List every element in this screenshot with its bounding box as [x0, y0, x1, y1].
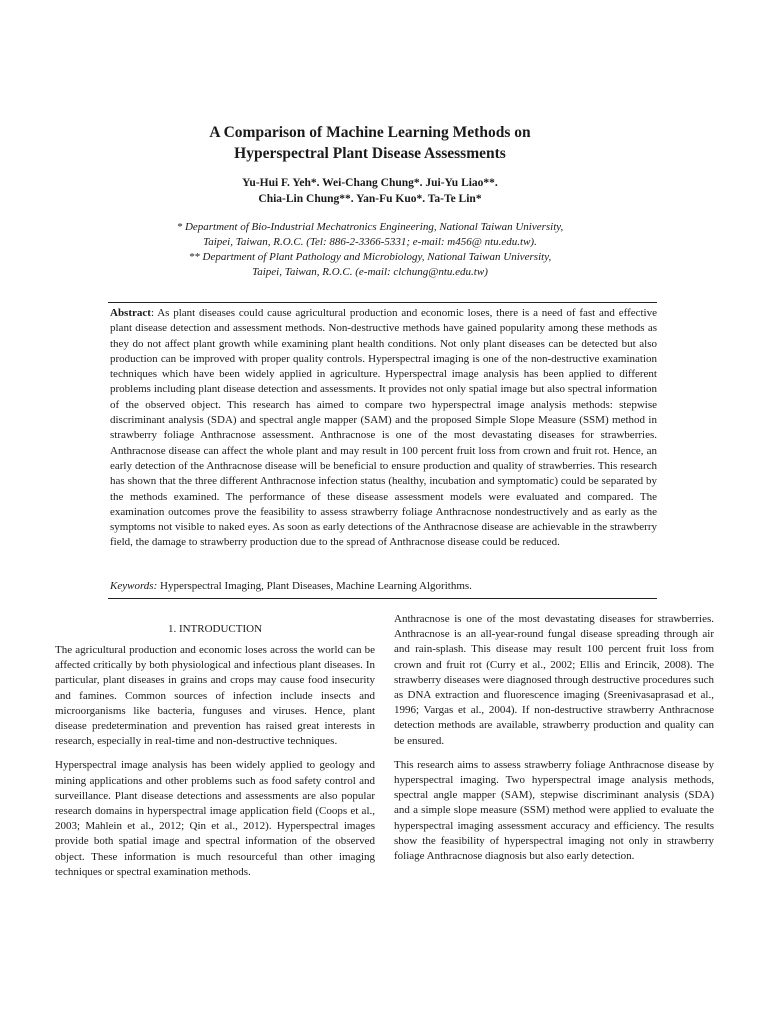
affiliation-line-3: ** Department of Plant Pathology and Microbiology, National Taiwan University, — [188, 251, 552, 263]
keywords-block — [110, 579, 657, 594]
intro-paragraph-3: Anthracnose is one of the most devastating diseases for strawberries. Anthracnose is an all-year-round fungal disease spreading through air and rain-splash. This disease may result 100 percent fruit loss from crown and fruit rot (Curry et al., 2002; Ellis and Erincik, 2008). The strawberry diseases were diagnosed through destructive procedures such as DNA extraction and fluorescence imaging (Sreenivasaprasad et al., 1996; Vargas et al., 2004). If non-destructive strawberry Anthracnose detection methods are available, strawberry production and quality can be ensured. — [394, 613, 714, 747]
authors-line-1: Yu-Hui F. Yeh*. Wei-Chang Chung*. Jui-Yu Liao**. — [242, 177, 498, 189]
authors-line-2: Chia-Lin Chung**. Yan-Fu Kuo*. Ta-Te Lin* — [258, 193, 482, 205]
keywords-text: Hyperspectral Imaging, Plant Diseases, Machine Learning Algorithms. — [157, 580, 472, 592]
abstract-top-rule — [108, 302, 657, 303]
intro-paragraph-2: Hyperspectral image analysis has been widely applied to geology and mining applications and other problems such as food safety control and surveillance. Plant disease detections and assessments are also popular research domains in hyperspectral image application field (Coops et al., 2003; Mahlein et al., 2012; Qin et al., 2012). Hyperspectral images provide both spatial image and spectral information of the observed object. These information is much resourceful than other imaging techniques or spectral examination methods. — [55, 759, 375, 878]
keywords-label: Keywords: — [110, 580, 158, 592]
paper-title-line-1: A Comparison of Machine Learning Methods on — [209, 124, 531, 141]
intro-paragraph-4: This research aims to assess strawberry foliage Anthracnose disease by hyperspectral imaging. Two hyperspectral image analysis methods, spectral angle mapper (SAM), stepwise discriminant analysis (SDA) and a simple slope measure (SSM) method were applied to evaluate the hyperspectral imaging assessment accuracy and efficiency. The results show the feasibility of hyperspectral imaging not only in strawberry foliage Anthracnose diagnosis but also early detection. — [394, 758, 714, 863]
abstract-label: Abstract — [110, 307, 151, 319]
affiliation-line-2: Taipei, Taiwan, R.O.C. (Tel: 886-2-3366-5331; e-mail: m456@ ntu.edu.tw). — [203, 236, 537, 248]
abstract-bottom-rule — [108, 598, 657, 599]
abstract-text: : As plant diseases could cause agricultural production and economic loses, there is a need of fast and effective plant disease detection and assessment methods. Non-destructive methods have gained popularity among these methods as they do not affect plant growth while examining plant health conditions. Not only plant diseases can be detected but also production can be improved with proper quality controls. Hyperspectral imaging is one of the non-destructive examination techniques which have been widely applied in agriculture. Hyperspectral image analysis has been applied to different problems including plant disease detection and assessments. It provides not only spatial image but also spectral information of the observed object. This research has aimed to compare two hyperspectral image analysis methods: stepwise discriminant analysis (SDA) and spectral angle mapper (SAM) and the proposed Simple Slope Measure (SSM) method in strawberry foliage Anthracnose assessment. Anthracnose is one of the most devastating diseases for strawberries. Anthracnose disease can affect the whole plant and may result in 100 percent fruit loss from crown and fruit rot. Hence, an early detection of the Anthracnose disease will be beneficial to ensure production and quality of strawberries. This research has shown that the three different Anthracnose infection status (healthy, incubation and symptomatic) could be separated by the methods examined. The performance of these disease assessment models were evaluated and compared. The examination outcomes prove the feasibility to assess strawberry foliage Anthracnose nondestructively and as early as the symptoms not visible to naked eyes. As soon as early detections of the Anthracnose disease are achievable in the strawberry field, the damage to strawberry production due to the spread of Anthracnose disease could be reduced. — [110, 307, 657, 549]
paper-title-line-2: Hyperspectral Plant Disease Assessments — [234, 145, 506, 162]
affiliation-line-4: Taipei, Taiwan, R.O.C. (e-mail: clchung@ntu.edu.tw) — [252, 266, 488, 278]
intro-paragraph-1: The agricultural production and economic loses across the world can be affected critically by both physiological and infectious plant diseases. In particular, plant diseases in grains and crops may cause food insecurity and famines. Common sources of infection include insects and microorganisms like bacteria, funguses and viruses. Hence, plant disease predetermination and prevention has raised great interests in research, especially in real-time and non-destructive techniques. — [55, 644, 375, 748]
left-column — [55, 643, 375, 889]
right-column — [394, 612, 714, 873]
abstract-block — [110, 306, 657, 551]
affiliation-line-1: * Department of Bio-Industrial Mechatronics Engineering, National Taiwan University, — [176, 221, 564, 233]
section-heading-introduction: 1. INTRODUCTION — [167, 623, 263, 635]
